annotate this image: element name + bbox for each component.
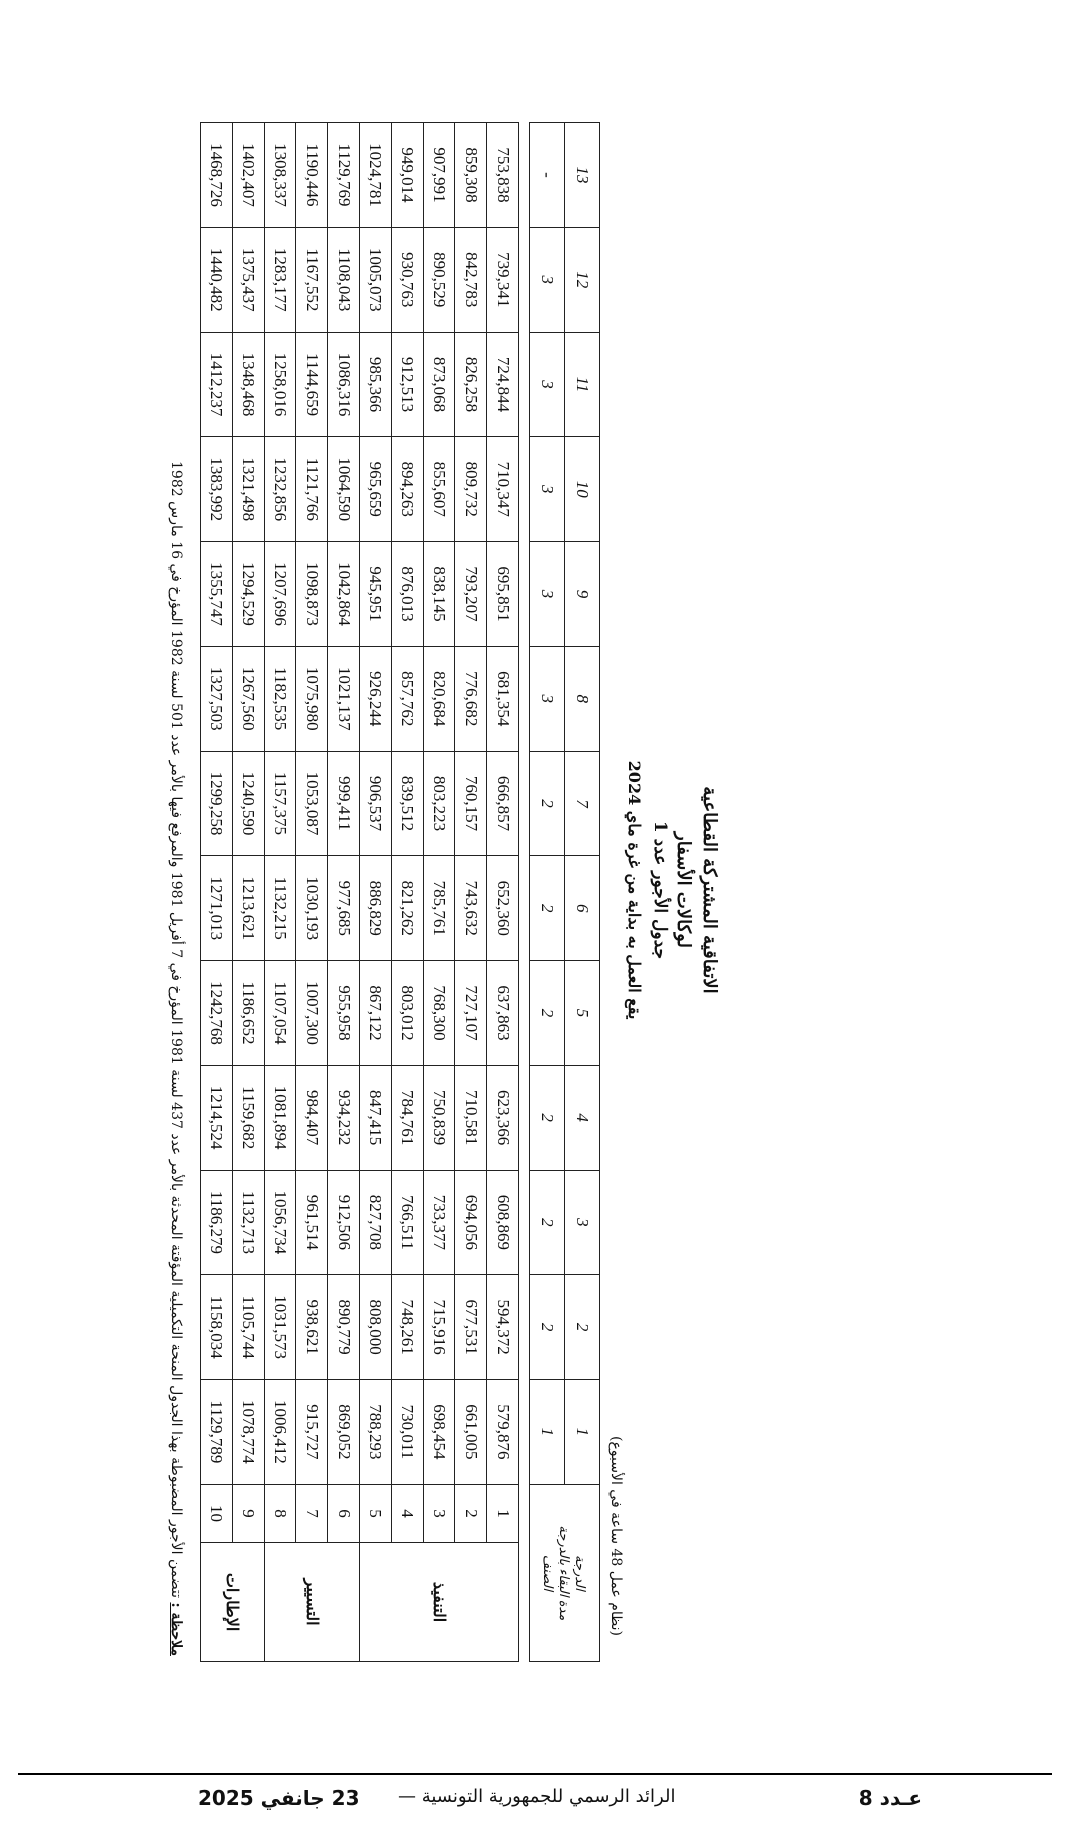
salary-cell: 743,632	[455, 856, 487, 961]
duration-cell: 1	[530, 1380, 565, 1485]
table-row	[328, 123, 360, 1662]
salary-cell: 760,157	[455, 751, 487, 856]
grade-cell: 4	[565, 1065, 600, 1170]
salary-cell: 694,056	[455, 1170, 487, 1275]
table-title: جدول الأجور عدد 1	[650, 820, 670, 960]
salary-cell: 1299,258	[201, 751, 233, 856]
salary-cell: 652,360	[487, 856, 519, 961]
scanned-page	[136, 104, 732, 1676]
salary-cell: 1182,535	[264, 646, 296, 751]
salary-cell: 733,377	[423, 1170, 455, 1275]
spacer-row	[519, 123, 530, 1662]
salary-cell: 681,354	[487, 646, 519, 751]
footer-date: 23 جانفي 2025	[198, 1786, 360, 1810]
salary-cell: 930,763	[391, 227, 423, 332]
duration-cell: 2	[530, 1065, 565, 1170]
salary-cell: 977,685	[328, 856, 360, 961]
salary-cell: 1132,215	[264, 856, 296, 961]
salary-cell: 1214,524	[201, 1065, 233, 1170]
class-cell: 1	[487, 1484, 519, 1542]
salary-cell: 1024,781	[360, 123, 392, 228]
duration-row	[530, 123, 565, 1662]
salary-cell: 623,366	[487, 1065, 519, 1170]
salary-cell: 748,261	[391, 1275, 423, 1380]
salary-cell: 803,012	[391, 961, 423, 1066]
duration-cell: 3	[530, 646, 565, 751]
salary-cell: 1081,894	[264, 1065, 296, 1170]
effective-date: يقع العمل به بداية من غرة ماي 2024	[625, 760, 644, 1020]
salary-cell: 808,000	[360, 1275, 392, 1380]
duration-cell: 3	[530, 437, 565, 542]
hours-note: (نظام عمل 48 ساعة في الأسبوع)	[608, 1435, 624, 1636]
category-cell: الإطارات	[201, 1543, 265, 1662]
salary-cell: 926,244	[360, 646, 392, 751]
table-row	[264, 123, 296, 1662]
title-line2: لوكالات الأسفار	[673, 832, 694, 948]
salary-cell: 1121,766	[296, 437, 328, 542]
duration-cell: 2	[530, 856, 565, 961]
table-row	[296, 123, 328, 1662]
salary-cell: 1159,682	[232, 1065, 264, 1170]
salary-cell: 1283,177	[264, 227, 296, 332]
salary-cell: 1107,054	[264, 961, 296, 1066]
salary-cell: 838,145	[423, 542, 455, 647]
salary-cell: 1402,407	[232, 123, 264, 228]
grade-cell: 1	[565, 1380, 600, 1485]
salary-cell: 873,068	[423, 332, 455, 437]
salary-cell: 695,851	[487, 542, 519, 647]
salary-cell: 1098,873	[296, 542, 328, 647]
salary-cell: 1308,337	[264, 123, 296, 228]
salary-cell: 1294,529	[232, 542, 264, 647]
salary-cell: 1064,590	[328, 437, 360, 542]
salary-cell: 1031,573	[264, 1275, 296, 1380]
salary-cell: 710,581	[455, 1065, 487, 1170]
grade-row	[565, 123, 600, 1662]
grade-cell: 12	[565, 227, 600, 332]
salary-cell: 1321,498	[232, 437, 264, 542]
salary-cell: 894,263	[391, 437, 423, 542]
table-row	[391, 123, 423, 1662]
table-row	[423, 123, 455, 1662]
grade-cell: 2	[565, 1275, 600, 1380]
salary-cell: 1348,468	[232, 332, 264, 437]
salary-cell: 753,838	[487, 123, 519, 228]
table-row	[201, 123, 233, 1662]
salary-cell: 826,258	[455, 332, 487, 437]
salary-cell: 1267,560	[232, 646, 264, 751]
salary-cell: 842,783	[455, 227, 487, 332]
salary-cell: 1005,073	[360, 227, 392, 332]
salary-cell: 776,682	[455, 646, 487, 751]
salary-cell: 999,411	[328, 751, 360, 856]
salary-cell: 839,512	[391, 751, 423, 856]
salary-cell: 955,958	[328, 961, 360, 1066]
salary-cell: 1271,013	[201, 856, 233, 961]
salary-cell: 912,506	[328, 1170, 360, 1275]
page-footer	[18, 1786, 1052, 1816]
salary-cell: 1021,137	[328, 646, 360, 751]
salary-cell: 1030,193	[296, 856, 328, 961]
salary-cell: 788,293	[360, 1380, 392, 1485]
salary-cell: 1440,482	[201, 227, 233, 332]
salary-cell: 766,511	[391, 1170, 423, 1275]
salary-cell: 661,005	[455, 1380, 487, 1485]
salary-cell: 785,761	[423, 856, 455, 961]
salary-cell: 890,779	[328, 1275, 360, 1380]
salary-cell: 961,514	[296, 1170, 328, 1275]
salary-cell: 1007,300	[296, 961, 328, 1066]
salary-cell: 1056,734	[264, 1170, 296, 1275]
duration-cell: 3	[530, 332, 565, 437]
salary-cell: 985,366	[360, 332, 392, 437]
class-cell: 6	[328, 1484, 360, 1542]
salary-cell: 1129,789	[201, 1380, 233, 1485]
grade-cell: 11	[565, 332, 600, 437]
grade-cell: 9	[565, 542, 600, 647]
salary-cell: 938,621	[296, 1275, 328, 1380]
grade-cell: 13	[565, 123, 600, 228]
salary-cell: 1105,744	[232, 1275, 264, 1380]
class-cell: 8	[264, 1484, 296, 1542]
salary-cell: 965,659	[360, 437, 392, 542]
salary-cell: 809,732	[455, 437, 487, 542]
salary-cell: 1213,621	[232, 856, 264, 961]
salary-cell: 827,708	[360, 1170, 392, 1275]
table-row	[232, 123, 264, 1662]
class-cell: 4	[391, 1484, 423, 1542]
salary-cell: 1129,769	[328, 123, 360, 228]
title-line1: الاتفاقية المشتركة القطاعية	[699, 786, 720, 994]
salary-cell: 859,308	[455, 123, 487, 228]
duration-cell: -	[530, 123, 565, 228]
duration-cell: 2	[530, 961, 565, 1066]
salary-cell: 857,762	[391, 646, 423, 751]
salary-cell: 945,951	[360, 542, 392, 647]
salary-cell: 715,916	[423, 1275, 455, 1380]
corner-header	[530, 1484, 600, 1661]
footer-issue-number: عـدد 8	[858, 1786, 922, 1810]
salary-cell: 1232,856	[264, 437, 296, 542]
salary-cell: 1144,659	[296, 332, 328, 437]
salary-cell: 1412,237	[201, 332, 233, 437]
salary-cell: 1355,747	[201, 542, 233, 647]
class-cell: 5	[360, 1484, 392, 1542]
class-cell: 7	[296, 1484, 328, 1542]
salary-cell: 1042,864	[328, 542, 360, 647]
table-row	[487, 123, 519, 1662]
grade-cell: 7	[565, 751, 600, 856]
salary-cell: 907,991	[423, 123, 455, 228]
duration-cell: 2	[530, 1275, 565, 1380]
grade-cell: 8	[565, 646, 600, 751]
duration-cell: 2	[530, 751, 565, 856]
salary-cell: 739,341	[487, 227, 519, 332]
salary-cell: 1053,087	[296, 751, 328, 856]
category-cell: التسيير	[264, 1543, 359, 1662]
note	[168, 104, 184, 1656]
salary-cell: 934,232	[328, 1065, 360, 1170]
grade-cell: 5	[565, 961, 600, 1066]
salary-cell: 1186,279	[201, 1170, 233, 1275]
salary-cell: 876,013	[391, 542, 423, 647]
salary-cell: 677,531	[455, 1275, 487, 1380]
salary-cell: 727,107	[455, 961, 487, 1066]
corner-top: الدرجة	[573, 1555, 589, 1591]
salary-cell: 1327,503	[201, 646, 233, 751]
salary-cell: 1167,552	[296, 227, 328, 332]
salary-cell: 724,844	[487, 332, 519, 437]
note-text: تتضمن الأجور المضبوطة بهذا الجدول المنحة التكميلية المؤقتة المحدثة بالأمر عدد 437 لسنة 1981 المؤرخ في 7 أفريل 1981 والمرفع فيها بالأمر عدد 501 لسنة 1982 المؤرخ في 16 مارس 1982	[168, 461, 184, 1598]
salary-cell: 768,300	[423, 961, 455, 1066]
salary-cell: 1383,992	[201, 437, 233, 542]
corner-bottom: الصنف	[541, 1554, 557, 1591]
salary-cell: 730,011	[391, 1380, 423, 1485]
salary-cell: 1006,412	[264, 1380, 296, 1485]
salary-cell: 1375,437	[232, 227, 264, 332]
salary-cell: 608,869	[487, 1170, 519, 1275]
duration-cell: 3	[530, 542, 565, 647]
salary-cell: 1075,980	[296, 646, 328, 751]
salary-cell: 1158,034	[201, 1275, 233, 1380]
salary-cell: 1186,652	[232, 961, 264, 1066]
salary-cell: 793,207	[455, 542, 487, 647]
salary-cell: 912,513	[391, 332, 423, 437]
salary-cell: 1108,043	[328, 227, 360, 332]
duration-cell: 3	[530, 227, 565, 332]
note-label: ملاحظة :	[168, 1602, 184, 1656]
rotated-scan	[136, 104, 732, 1676]
corner-mid: مدة البقاء بالدرجة	[557, 1525, 573, 1621]
grade-cell: 10	[565, 437, 600, 542]
salary-cell: 1190,446	[296, 123, 328, 228]
category-cell: التنفيذ	[360, 1543, 519, 1662]
salary-cell: 855,607	[423, 437, 455, 542]
table-row	[455, 123, 487, 1662]
salary-cell: 1242,768	[201, 961, 233, 1066]
salary-cell: 820,684	[423, 646, 455, 751]
salary-cell: 890,529	[423, 227, 455, 332]
salary-cell: 821,262	[391, 856, 423, 961]
class-cell: 9	[232, 1484, 264, 1542]
salary-cell: 579,876	[487, 1380, 519, 1485]
footer-rule	[18, 1773, 1052, 1775]
salary-cell: 886,829	[360, 856, 392, 961]
salary-cell: 1132,713	[232, 1170, 264, 1275]
grade-cell: 6	[565, 856, 600, 961]
salary-cell: 666,857	[487, 751, 519, 856]
class-cell: 10	[201, 1484, 233, 1542]
salary-cell: 984,407	[296, 1065, 328, 1170]
table-row	[360, 123, 392, 1662]
grade-cell: 3	[565, 1170, 600, 1275]
salary-cell: 1078,774	[232, 1380, 264, 1485]
salary-cell: 750,839	[423, 1065, 455, 1170]
salary-cell: 784,761	[391, 1065, 423, 1170]
salary-cell: 1240,590	[232, 751, 264, 856]
salary-cell: 637,863	[487, 961, 519, 1066]
salary-cell: 869,052	[328, 1380, 360, 1485]
salary-cell: 867,122	[360, 961, 392, 1066]
salary-cell: 803,223	[423, 751, 455, 856]
class-cell: 3	[423, 1484, 455, 1542]
salary-cell: 1086,316	[328, 332, 360, 437]
salary-cell: 594,372	[487, 1275, 519, 1380]
salary-cell: 1468,726	[201, 123, 233, 228]
salary-cell: 949,014	[391, 123, 423, 228]
salary-cell: 915,727	[296, 1380, 328, 1485]
class-cell: 2	[455, 1484, 487, 1542]
salary-cell: 1157,375	[264, 751, 296, 856]
duration-cell: 2	[530, 1170, 565, 1275]
salary-cell: 906,537	[360, 751, 392, 856]
salary-table	[200, 122, 600, 1662]
salary-cell: 1258,016	[264, 332, 296, 437]
salary-cell: 1207,696	[264, 542, 296, 647]
salary-cell: 847,415	[360, 1065, 392, 1170]
footer-journal-title: الرائد الرسمي للجمهورية التونسية —	[398, 1786, 676, 1807]
salary-cell: 710,347	[487, 437, 519, 542]
salary-cell: 698,454	[423, 1380, 455, 1485]
